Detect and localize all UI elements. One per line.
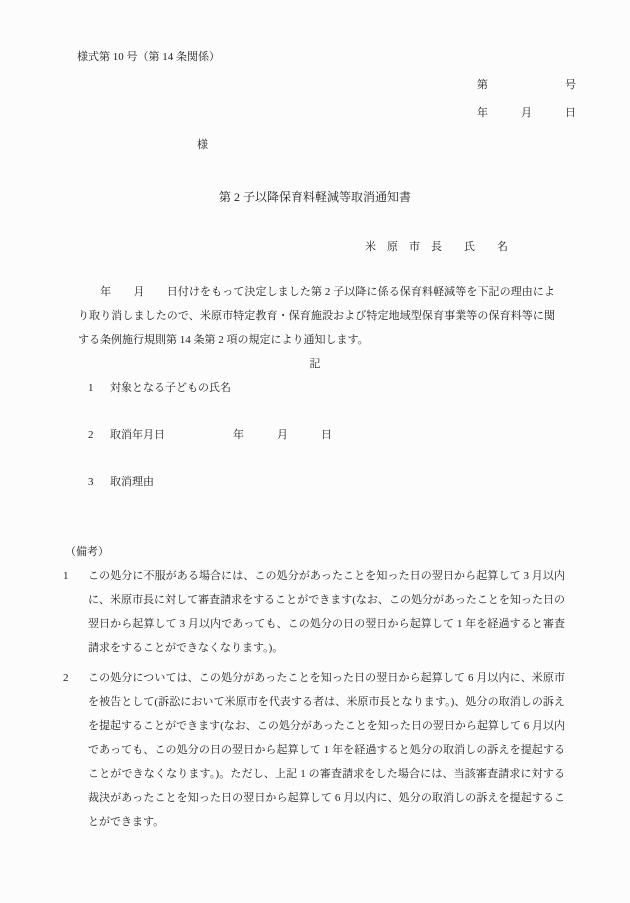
issue-date-line: 年 月 日	[477, 107, 576, 119]
addressee-suffix: 様	[197, 139, 208, 151]
remark-number: 2	[63, 672, 69, 684]
remark-item-appeal	[63, 564, 565, 660]
list-item-cancellation-date	[88, 423, 630, 447]
list-item-cancellation-reason	[88, 470, 630, 494]
remark-number: 1	[63, 570, 69, 582]
item-date-fields: 年 月 日	[233, 429, 332, 441]
document-number-line: 第 号	[477, 79, 576, 91]
item-number: 3	[88, 476, 94, 488]
item-label: 対象となる子どもの氏名	[110, 382, 231, 394]
item-label: 取消理由	[110, 476, 154, 488]
remark-text: この処分に不服がある場合には、この処分があったことを知った日の翌日から起算して 3 月以内に、米原市長に対して審査請求をすることができます(なお、この処分があったことを知った日の翌日から起算して 3 月以内であっても、この処分の日の翌日から起算して 1 年を経過すると審査請求をすることができなくなります。)。	[88, 570, 565, 654]
remarks-heading: （備考）	[65, 546, 109, 558]
item-label: 取消年月日	[110, 429, 165, 441]
item-number: 1	[88, 382, 94, 394]
list-item-child-name	[88, 376, 630, 400]
remark-item-lawsuit	[63, 666, 565, 834]
body-paragraph: 年 月 日付けをもって決定しました第 2 子以降に係る保育料軽減等を下記の理由により取り消しましたので、米原市特定教育・保育施設および特定地域型保育事業等の保育料等に関する条例施行規則第 14 条第 2 項の規定により通知します。	[78, 286, 555, 346]
item-number: 2	[88, 429, 94, 441]
form-number: 様式第 10 号（第 14 条関係）	[77, 51, 220, 63]
issuer-signature-line: 米 原 市 長 氏 名	[365, 241, 508, 253]
remark-text: この処分については、この処分があったことを知った日の翌日から起算して 6 月以内に、米原市を被告として(訴訟において米原市を代表する者は、米原市長となります。)、処分の取消しの訴えを提起することができます(なお、この処分があったことを知った日の翌日から起算して 6 月以内であっても、この処分の日の翌日から起算して 1 年を経過すると処分の取消しの訴えを提起することができなくなります。)。ただし、上記 1 の審査請求をした場合には、当該審査請求に対する裁決があったことを知った日の翌日から起算して 6 月以内に、処分の取消しの訴えを提起することができます。	[88, 672, 565, 828]
document-title: 第 2 子以降保育料軽減等取消通知書	[218, 190, 411, 204]
ki-separator-label: 記	[309, 358, 321, 370]
